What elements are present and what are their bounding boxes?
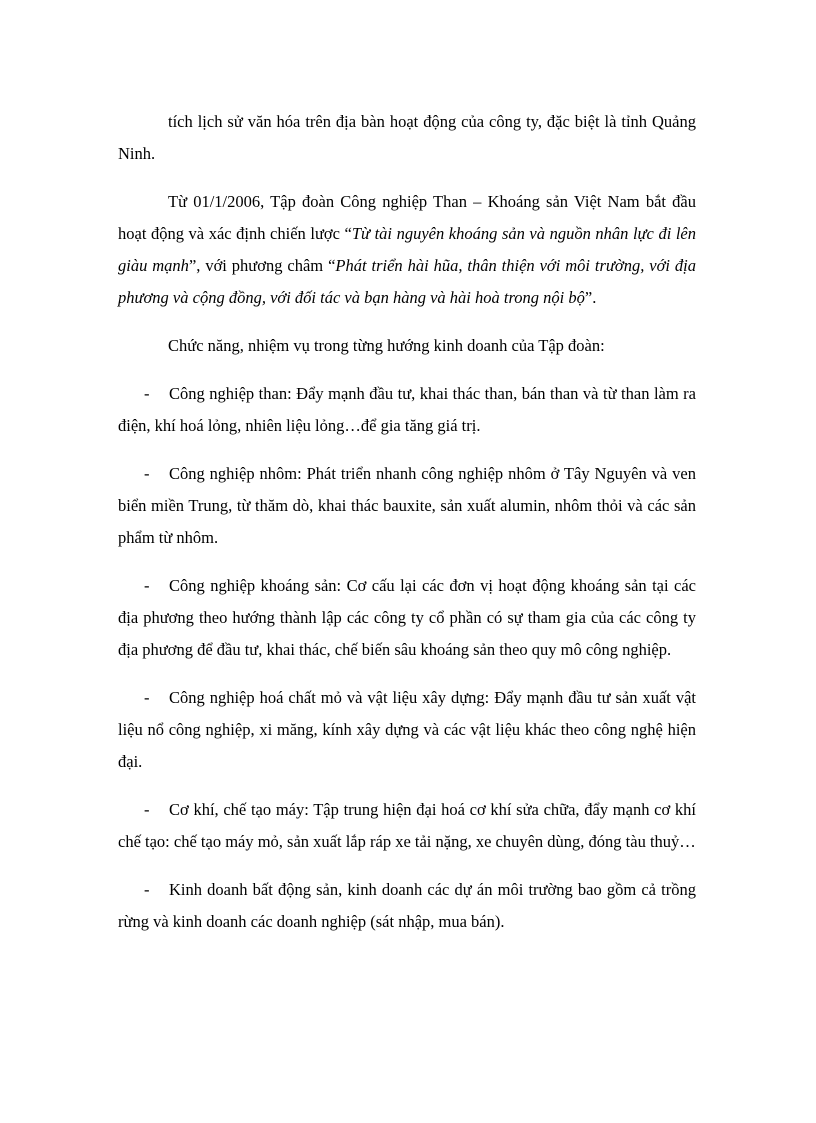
bullet-dash: - (144, 576, 150, 595)
strategy-motto: Phát triển hài hũa, thân thiện với môi trường, với địa phương và cộng đồng, với đối tác và bạn hàng và hài hoà trong nội bộ (118, 256, 697, 307)
bullet-text: Công nghiệp nhôm: Phát triển nhanh công nghiệp nhôm ở Tây Nguyên và ven biển miền Trung, từ thăm dò, khai thác bauxite, sản xuất alumin, nhôm thỏi và các sản phẩm từ nhôm. (118, 464, 696, 547)
bullet-item-minerals (118, 570, 696, 666)
bullet-item-aluminium (118, 458, 696, 554)
bullet-dash: - (144, 464, 150, 483)
strategy-slogan: Từ tài nguyên khoáng sản và nguồn nhân lực đi lên giàu mạnh (118, 224, 697, 275)
bullet-item-coal (118, 378, 696, 442)
bullet-dash: - (144, 880, 150, 899)
strategy-text-3: ”. (584, 288, 597, 307)
bullet-text: Công nghiệp hoá chất mỏ và vật liệu xây dựng: Đẩy mạnh đầu tư sản xuất vật liệu nổ công nghiệp, xi măng, kính xây dựng và các vật liệu khác theo công nghệ hiện đại. (118, 688, 696, 771)
paragraph-strategy (118, 186, 696, 314)
bullet-text: Kinh doanh bất động sản, kinh doanh các dự án môi trường bao gồm cả trồng rừng và kinh doanh các doanh nghiệp (sát nhập, mua bán). (118, 880, 696, 931)
bullet-text: Công nghiệp khoáng sản: Cơ cấu lại các đơn vị hoạt động khoáng sản tại các địa phương theo hướng thành lập các công ty cổ phần có sự tham gia của các công ty địa phương để đầu tư, khai thác, chế biến sâu khoáng sản theo quy mô công nghiệp. (118, 576, 696, 659)
bullet-item-real-estate (118, 874, 696, 938)
bullet-dash: - (144, 688, 150, 707)
paragraph-intro-continuation (118, 106, 696, 170)
bullet-text: Cơ khí, chế tạo máy: Tập trung hiện đại hoá cơ khí sửa chữa, đẩy mạnh cơ khí chế tạo: chế tạo máy mỏ, sản xuất lắp ráp xe tải nặng, xe chuyên dùng, đóng tàu thuỷ… (118, 800, 696, 851)
strategy-text-2: ”, với phương châm “ (188, 256, 336, 275)
strategy-text-1: Từ 01/1/2006, Tập đoàn Công nghiệp Than – Khoáng sản Việt Nam bắt đầu hoạt động và xác định chiến lược “ (118, 192, 696, 243)
paragraph-text: tích lịch sử văn hóa trên địa bàn hoạt động của công ty, đặc biệt là tỉnh Quảng Ninh. (118, 112, 696, 163)
paragraph-text: Chức năng, nhiệm vụ trong từng hướng kinh doanh của Tập đoàn: (168, 336, 605, 355)
bullet-item-machinery (118, 794, 696, 858)
paragraph-functions-heading (118, 330, 696, 362)
bullet-text: Công nghiệp than: Đẩy mạnh đầu tư, khai thác than, bán than và từ than làm ra điện, khí hoá lỏng, nhiên liệu lỏng…để gia tăng giá trị. (118, 384, 696, 435)
document-page (118, 106, 696, 954)
bullet-dash: - (144, 800, 150, 819)
bullet-item-chemicals (118, 682, 696, 778)
bullet-dash: - (144, 384, 150, 403)
